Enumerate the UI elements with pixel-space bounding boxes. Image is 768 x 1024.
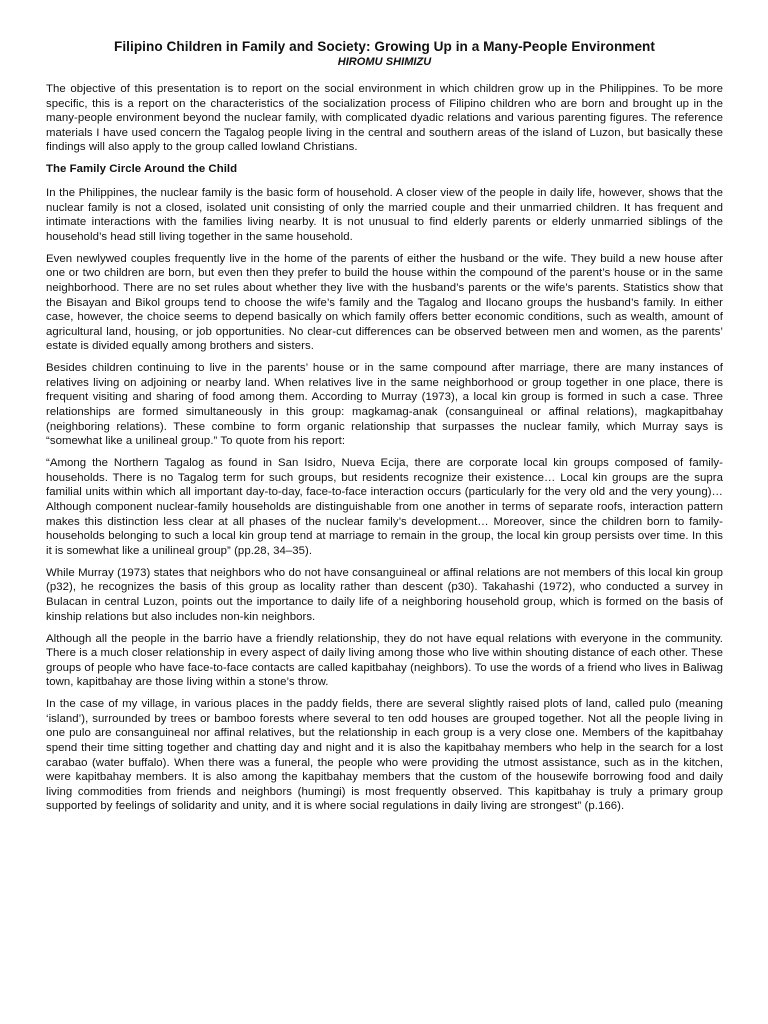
body-paragraph: In the case of my village, in various places in the paddy fields, there are several slightly raised plots of land, called pulo (meaning ‘island’), surrounded by trees or bamboo forests where several to ten odd houses are grouped together. Not all the people living in one pulo are consanguineal nor affinal relatives, but the relationship in each group is a very close one. Members of the kapitbahay spend their time sitting together and chatting day and night and it is also the kapitbahay members who help in the search for a lost carabao (water buffalo). When there was a funeral, the people who were providing the utmost assistance, such as in the kitchen, were kapitbahay members. It is also among the kapitbahay members that the custom of the housewife borrowing food and daily living commodities from friends and neighbors (humingi) is most frequently observed. This kapitbahay is truly a primary group supported by feelings of solidarity and unity, and it is where social regulations in daily living are strongest” (p.166). [46,698,723,813]
document-page [46,38,723,821]
block-quote-paragraph: “Among the Northern Tagalog as found in San Isidro, Nueva Ecija, there are corporate local kin groups composed of family-households. There is no Tagalog term for such groups, but residents recognize their existence… Local kin groups are the supra familial units within which all important day-to-day, face-to-face interaction occurs (particularly for the very old and the very young)… Although component nuclear-family households are distinguishable from one another in terms of separate roofs, interaction pattern makes this distinction less clear at all phases of the nuclear family’s development… Moreover, since the children born to family-households belonging to such a local kin group tend at marriage to remain in the group, the local kin group persists over time. In this it is somewhat like a unilineal group” (pp.28, 34–35). [46,457,723,557]
body-paragraph: Although all the people in the barrio have a friendly relationship, they do not have equal relations with everyone in the community. There is a much closer relationship in every aspect of daily living among those who live within shouting distance of each other. These groups of people who have face-to-face contacts are called kapitbahay (neighbors). To use the words of a friend who lives in Baliwag town, kapitbahay are those living within a stone’s throw. [46,632,723,689]
document-title: Filipino Children in Family and Society: Growing Up in a Many-People Environment [113,39,655,54]
body-paragraph: While Murray (1973) states that neighbors who do not have consanguineal or affinal relations are not members of this local kin group (p32), he recognizes the basis of this group as locality rather than descent (p30). Takahashi (1972), who conducted a survey in Bulacan in central Luzon, points out the importance to daily life of a neighboring household group, which is formed on the basis of kinship relations but also includes non-kin neighbors. [46,566,723,623]
body-paragraph: In the Philippines, the nuclear family is the basic form of household. A closer view of the people in daily life, however, shows that the nuclear family is not a closed, isolated unit consisting of only the married couple and their unmarried children. It has frequent and intimate interactions with the families living nearby. It is not unusual to find elderly parents or elderly unmarried siblings of the household’s head still living together in the same household. [46,186,723,243]
section-heading: The Family Circle Around the Child [46,163,238,176]
body-paragraph: Even newlywed couples frequently live in the home of the parents of either the husband or the wife. They build a new house after one or two children are born, but even then they prefer to build the house within the compound of the parent’s house or in the same neighborhood. There are no set rules about whether they live with the husband’s parents or the wife’s parents. Statistics show that the Bisayan and Bikol groups tend to choose the wife’s family and the Tagalog and Ilocano groups the husband’s family. In either case, however, the choice seems to depend basically on which family offers better economic conditions, such as wealth, amount of agricultural land, housing, or job opportunities. No clear-cut differences can be observed between men and women, as the parents’ estate is divided equally among brothers and sisters. [46,252,723,353]
intro-paragraph: The objective of this presentation is to report on the social environment in which children grow up in the Philippines. To be more specific, this is a report on the characteristics of the socialization process of Filipino children who are born and brought up in the many-people environment beyond the nuclear family, with complicated dyadic relations and various parenting figures. The reference materials I have used concern the Tagalog people living in the central and southern areas of the island of Luzon, but basically these findings will also apply to the group called lowland Christians. [46,83,723,154]
body-paragraph: Besides children continuing to live in the parents’ house or in the same compound after marriage, there are many instances of relatives living on adjoining or nearby land. When relatives live in the same neighborhood or group together in one place, there is frequent visiting and sharing of food among them. According to Murray (1973), a local kin group is formed in such a case. Three relationships are formed simultaneously in this group: magkamag-anak (consanguineal or affinal relations), magkapitbahay (neighboring relations). These combine to form organic relationship that surpasses the nuclear family, which Murray says is “somewhat like a unilineal group.” To quote from his report: [46,362,723,448]
document-author: HIROMU SHIMIZU [337,56,432,68]
